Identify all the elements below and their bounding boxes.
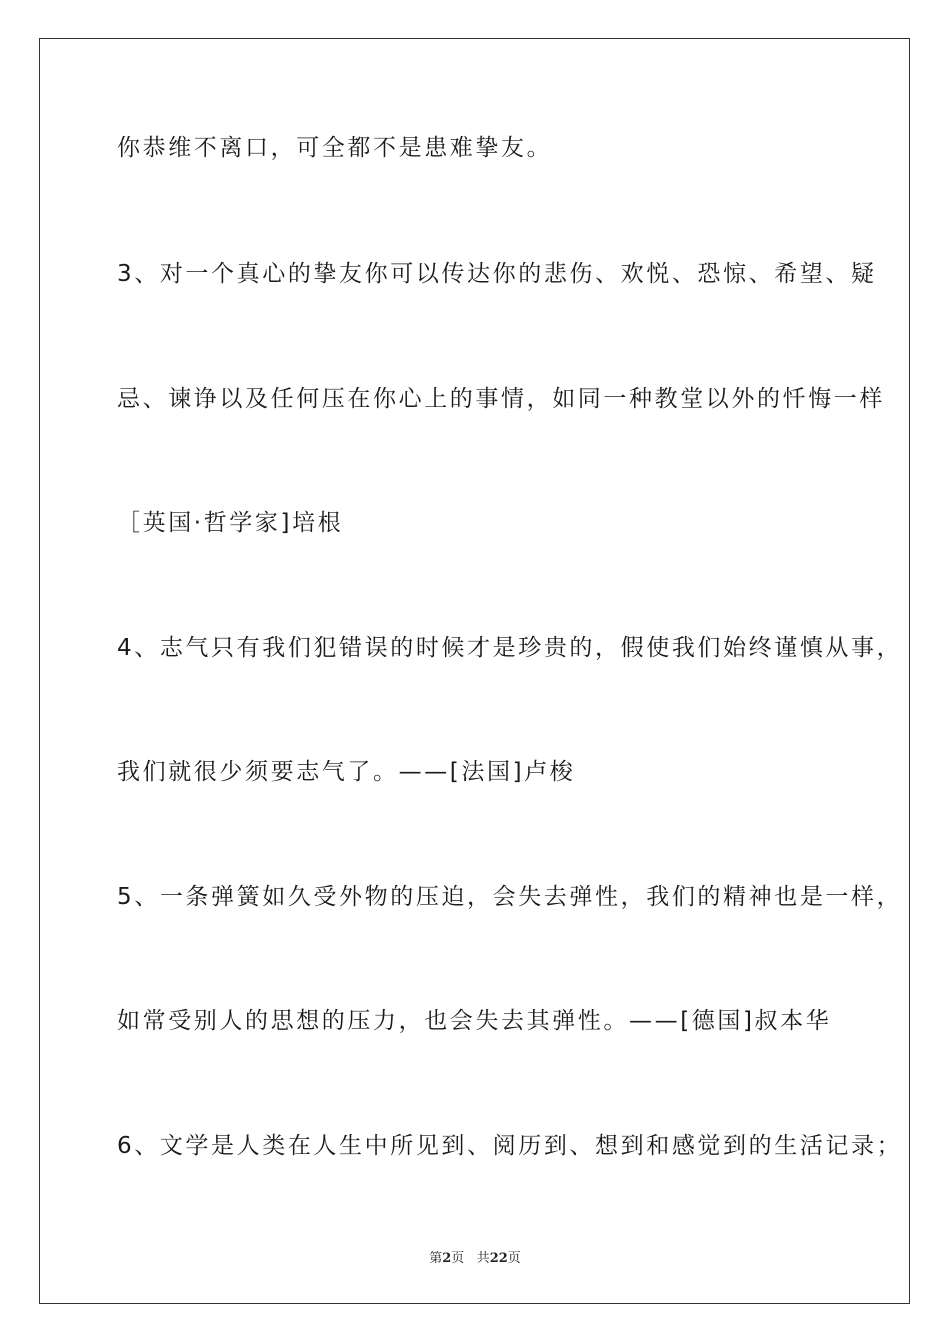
total-pages-number: 22 (489, 1251, 508, 1266)
page-footer (0, 1247, 950, 1266)
text-line-4: ［英国·哲学家]培根 (117, 510, 344, 536)
text-line-5: 4、志气只有我们犯错误的时候才是珍贵的，假使我们始终谨慎从事， (117, 635, 903, 661)
page-prefix: 第 (429, 1251, 443, 1266)
text-line-3: 忌、谏诤以及任何压在你心上的事情，如同一种教堂以外的忏悔一样 (117, 386, 885, 412)
text-line-2: 3、对一个真心的挚友你可以传达你的悲伤、欢悦、恐惊、希望、疑 (117, 261, 877, 287)
text-line-8: 如常受别人的思想的压力，也会失去其弹性。——[德国]叔本华 (117, 1008, 832, 1034)
page-frame (39, 38, 910, 1304)
text-line-6: 我们就很少须要志气了。——[法国]卢梭 (117, 759, 576, 785)
total-suffix: 页 (507, 1251, 521, 1266)
current-page-number: 2 (442, 1251, 452, 1266)
text-line-9: 6、文学是人类在人生中所见到、阅历到、想到和感觉到的生活记录； (117, 1133, 903, 1159)
text-line-7: 5、一条弹簧如久受外物的压迫，会失去弹性，我们的精神也是一样， (117, 884, 903, 910)
page-suffix: 页 (451, 1251, 465, 1266)
text-line-1: 你恭维不离口，可全都不是患难挚友。 (117, 135, 553, 161)
total-prefix: 共 (476, 1251, 490, 1266)
